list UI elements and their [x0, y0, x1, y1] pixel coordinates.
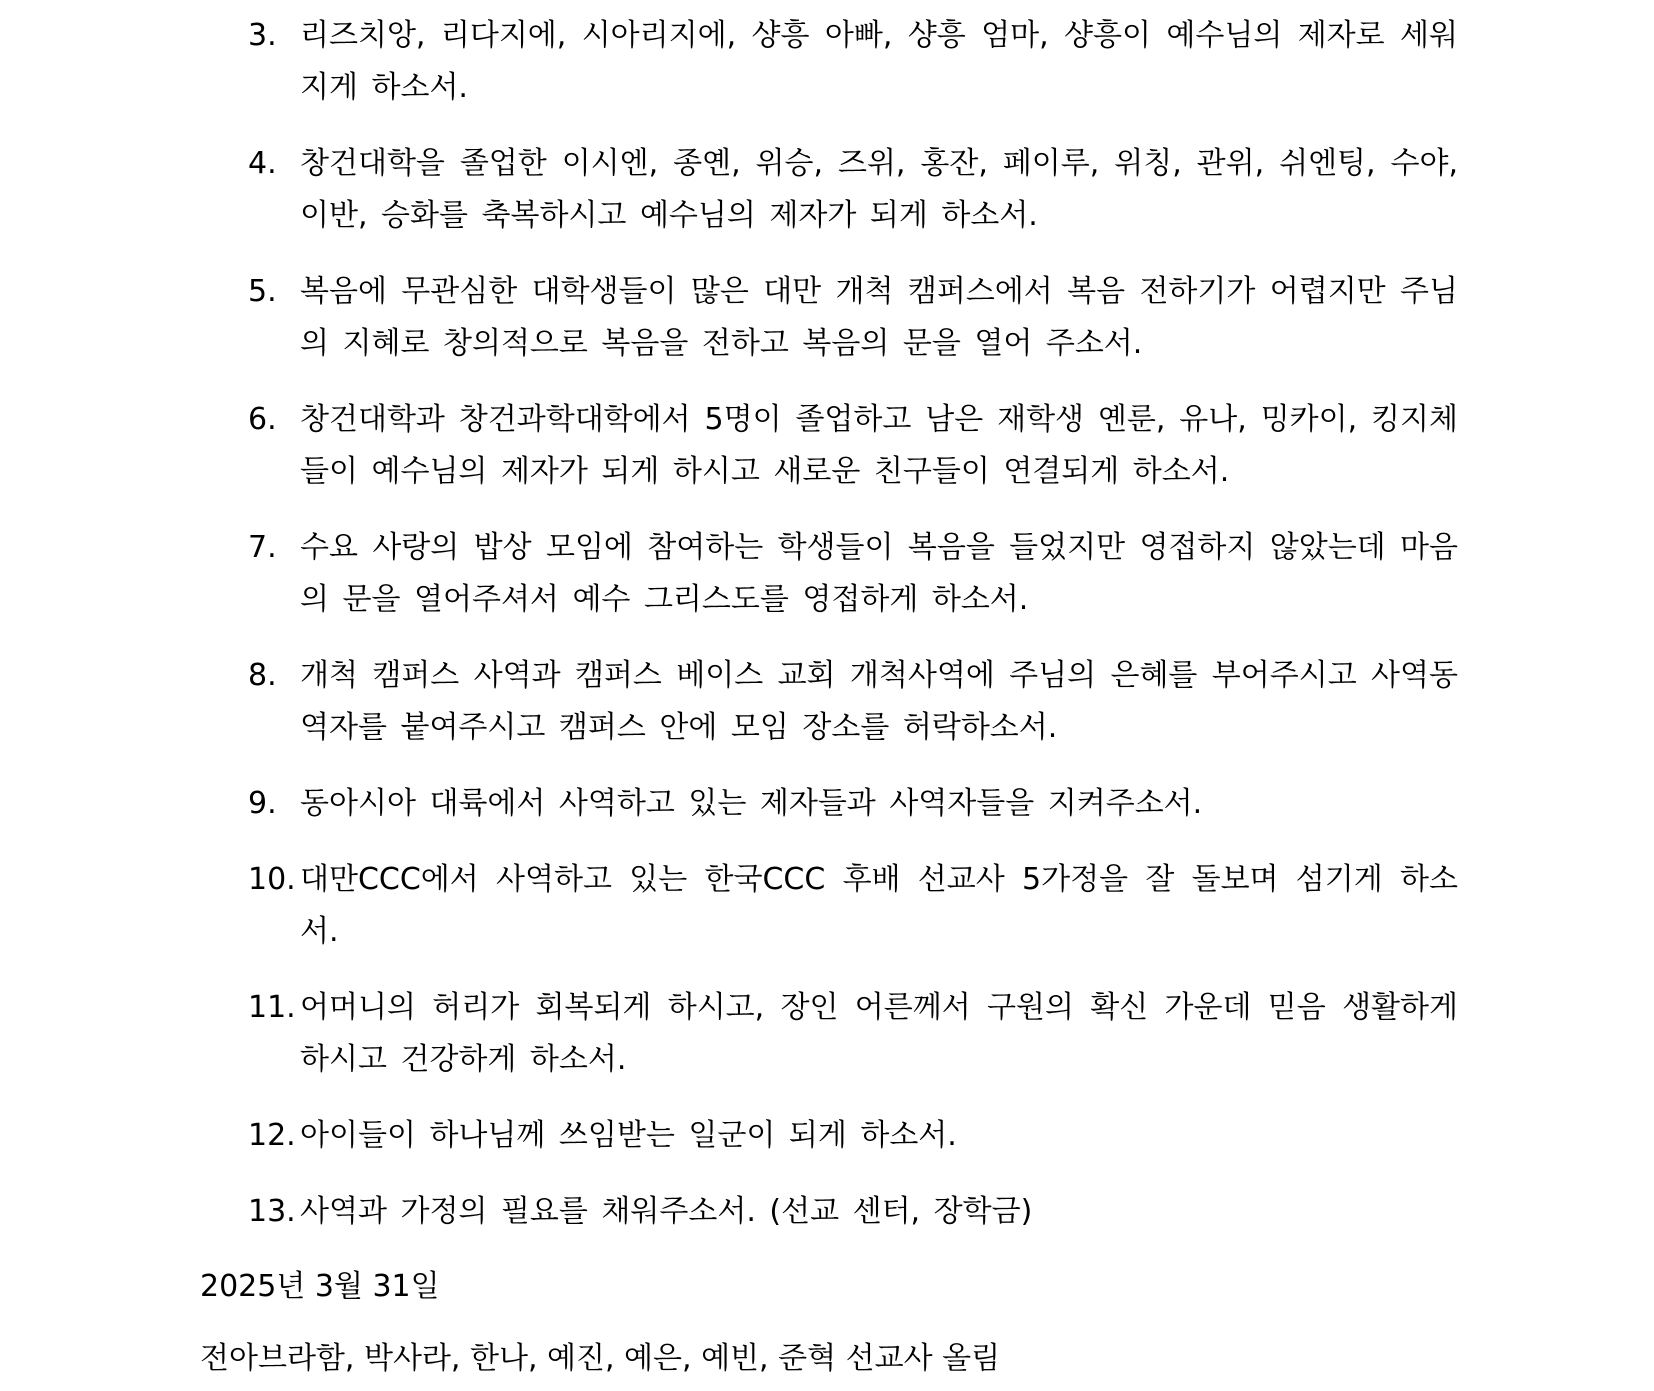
- prayer-item-text: 사역과 가정의 필요를 채워주소서. (선교 센터, 장학금): [300, 1194, 1033, 1229]
- prayer-item-text: 대만CCC에서 사역하고 있는 한국CCC 후배 선교사 5가정을 잘 돌보며 섬기게 하소서.: [300, 862, 1458, 949]
- prayer-item-number: 13.: [248, 1194, 296, 1229]
- prayer-item-text: 수요 사랑의 밥상 모임에 참여하는 학생들이 복음을 들었지만 영접하지 않았는데 마음의 문을 열어주셔서 예수 그리스도를 영접하게 하소서.: [300, 530, 1458, 617]
- letter-date: 2025년 3월 31일: [200, 1269, 440, 1304]
- prayer-item-text: 개척 캠퍼스 사역과 캠퍼스 베이스 교회 개척사역에 주님의 은혜를 부어주시고 사역동역자를 붙여주시고 캠퍼스 안에 모임 장소를 허락하소서.: [300, 658, 1458, 745]
- prayer-item-5: [248, 266, 1458, 370]
- prayer-item-text: 창건대학과 창건과학대학에서 5명이 졸업하고 남은 재학생 옌룬, 유나, 밍카이, 킹지체들이 예수님의 제자가 되게 하시고 새로운 친구들이 연결되게 하소서.: [300, 402, 1458, 489]
- prayer-item-number: 10.: [248, 862, 296, 897]
- prayer-item-text: 리즈치앙, 리다지에, 시아리지에, 샹흥 아빠, 샹흥 엄마, 샹흥이 예수님의 제자로 세워지게 하소서.: [300, 18, 1458, 105]
- prayer-item-number: 6.: [248, 402, 277, 437]
- prayer-item-8: [248, 650, 1458, 754]
- prayer-item-13: [248, 1186, 1458, 1238]
- prayer-item-number: 8.: [248, 658, 277, 693]
- prayer-item-9: [248, 778, 1458, 830]
- prayer-item-12: [248, 1110, 1458, 1162]
- prayer-item-number: 11.: [248, 990, 296, 1025]
- prayer-item-10: [248, 854, 1458, 958]
- prayer-list: [248, 10, 1458, 1262]
- prayer-item-text: 복음에 무관심한 대학생들이 많은 대만 개척 캠퍼스에서 복음 전하기가 어렵지만 주님의 지혜로 창의적으로 복음을 전하고 복음의 문을 열어 주소서.: [300, 274, 1458, 361]
- prayer-item-6: [248, 394, 1458, 498]
- prayer-item-number: 9.: [248, 786, 277, 821]
- prayer-item-number: 5.: [248, 274, 277, 309]
- prayer-item-4: [248, 138, 1458, 242]
- prayer-item-number: 3.: [248, 18, 277, 53]
- prayer-item-number: 7.: [248, 530, 277, 565]
- prayer-item-text: 동아시아 대륙에서 사역하고 있는 제자들과 사역자들을 지켜주소서.: [300, 786, 1203, 821]
- prayer-item-text: 창건대학을 졸업한 이시엔, 종옌, 위승, 즈위, 홍잔, 페이루, 위칭, 관위, 쉬엔팅, 수야, 이반, 승화를 축복하시고 예수님의 제자가 되게 하소서.: [300, 146, 1458, 233]
- prayer-item-3: [248, 10, 1458, 114]
- prayer-item-number: 12.: [248, 1118, 296, 1153]
- prayer-item-text: 아이들이 하나님께 쓰임받는 일군이 되게 하소서.: [300, 1118, 957, 1153]
- prayer-item-number: 4.: [248, 146, 277, 181]
- prayer-item-7: [248, 522, 1458, 626]
- prayer-item-11: [248, 982, 1458, 1086]
- letter-signature: 전아브라함, 박사라, 한나, 예진, 예은, 예빈, 준혁 선교사 올림: [200, 1341, 1001, 1376]
- prayer-item-text: 어머니의 허리가 회복되게 하시고, 장인 어른께서 구원의 확신 가운데 믿음 생활하게 하시고 건강하게 하소서.: [300, 990, 1458, 1077]
